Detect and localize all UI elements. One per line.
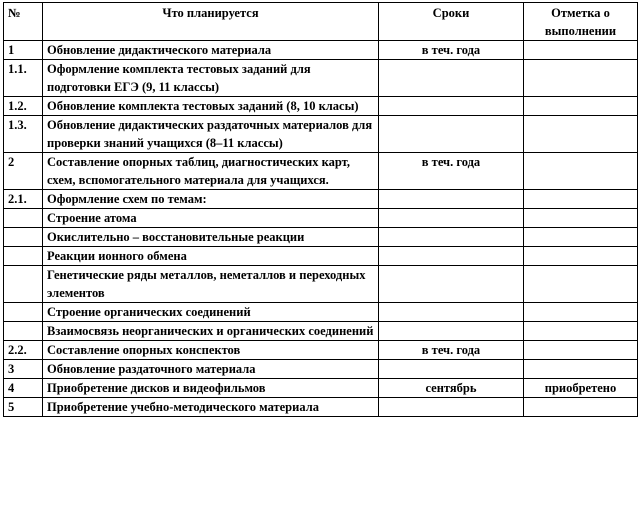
row-num: 2.1. [4, 190, 43, 209]
row-term: сентябрь [379, 379, 524, 398]
row-plan: Обновление дидактического материала [43, 41, 379, 60]
row-term: в теч. года [379, 41, 524, 60]
table-row [4, 228, 638, 247]
header-plan: Что планируется [43, 3, 379, 41]
row-mark [524, 303, 638, 322]
table-row [4, 209, 638, 228]
table-row [4, 398, 638, 417]
row-num: 2.2. [4, 341, 43, 360]
row-num: 1.3. [4, 116, 43, 153]
row-mark [524, 322, 638, 341]
row-term [379, 209, 524, 228]
row-term [379, 303, 524, 322]
row-mark [524, 153, 638, 190]
table-row [4, 97, 638, 116]
row-mark: приобретено [524, 379, 638, 398]
row-num: 5 [4, 398, 43, 417]
row-plan: Окислительно – восстановительные реакции [43, 228, 379, 247]
row-term: в теч. года [379, 341, 524, 360]
row-plan: Приобретение учебно-методического материала [43, 398, 379, 417]
row-mark [524, 247, 638, 266]
row-plan: Составление опорных таблиц, диагностических карт, схем, вспомогательного материала для учащихся. [43, 153, 379, 190]
row-num [4, 247, 43, 266]
row-term [379, 60, 524, 97]
table-row [4, 116, 638, 153]
header-num: № [4, 3, 43, 41]
row-term [379, 322, 524, 341]
table-row [4, 41, 638, 60]
row-mark [524, 266, 638, 303]
table-row [4, 341, 638, 360]
row-term [379, 97, 524, 116]
row-num [4, 228, 43, 247]
row-num: 3 [4, 360, 43, 379]
row-num: 4 [4, 379, 43, 398]
row-plan: Взаимосвязь неорганических и органических соединений [43, 322, 379, 341]
row-term [379, 116, 524, 153]
row-mark [524, 341, 638, 360]
table-row [4, 190, 638, 209]
row-mark [524, 116, 638, 153]
row-num: 1.1. [4, 60, 43, 97]
row-num [4, 209, 43, 228]
header-mark: Отметка о выполнении [524, 3, 638, 41]
row-term [379, 266, 524, 303]
row-plan: Обновление раздаточного материала [43, 360, 379, 379]
plan-table [3, 2, 638, 417]
row-plan: Оформление комплекта тестовых заданий для подготовки ЕГЭ (9, 11 классы) [43, 60, 379, 97]
row-term: в теч. года [379, 153, 524, 190]
row-mark [524, 60, 638, 97]
row-mark [524, 209, 638, 228]
row-mark [524, 398, 638, 417]
row-mark [524, 228, 638, 247]
table-header-row [4, 3, 638, 41]
row-term [379, 398, 524, 417]
row-term [379, 228, 524, 247]
row-term [379, 190, 524, 209]
row-num [4, 322, 43, 341]
row-mark [524, 360, 638, 379]
row-term [379, 247, 524, 266]
row-mark [524, 190, 638, 209]
row-plan: Генетические ряды металлов, неметаллов и переходных элементов [43, 266, 379, 303]
table-row [4, 360, 638, 379]
row-term [379, 360, 524, 379]
row-num: 1.2. [4, 97, 43, 116]
row-plan: Реакции ионного обмена [43, 247, 379, 266]
row-num [4, 266, 43, 303]
table-row [4, 379, 638, 398]
row-mark [524, 41, 638, 60]
row-mark [524, 97, 638, 116]
row-plan: Обновление комплекта тестовых заданий (8, 10 класы) [43, 97, 379, 116]
row-plan: Составление опорных конспектов [43, 341, 379, 360]
table-row [4, 60, 638, 97]
row-num [4, 303, 43, 322]
table-row [4, 266, 638, 303]
row-plan: Строение атома [43, 209, 379, 228]
row-num: 1 [4, 41, 43, 60]
table-row [4, 247, 638, 266]
row-plan: Приобретение дисков и видеофильмов [43, 379, 379, 398]
row-plan: Строение органических соединений [43, 303, 379, 322]
table-row [4, 303, 638, 322]
table-row [4, 322, 638, 341]
table-row [4, 153, 638, 190]
header-term: Сроки [379, 3, 524, 41]
row-plan: Оформление схем по темам: [43, 190, 379, 209]
row-num: 2 [4, 153, 43, 190]
row-plan: Обновление дидактических раздаточных материалов для проверки знаний учащихся (8–11 классы) [43, 116, 379, 153]
